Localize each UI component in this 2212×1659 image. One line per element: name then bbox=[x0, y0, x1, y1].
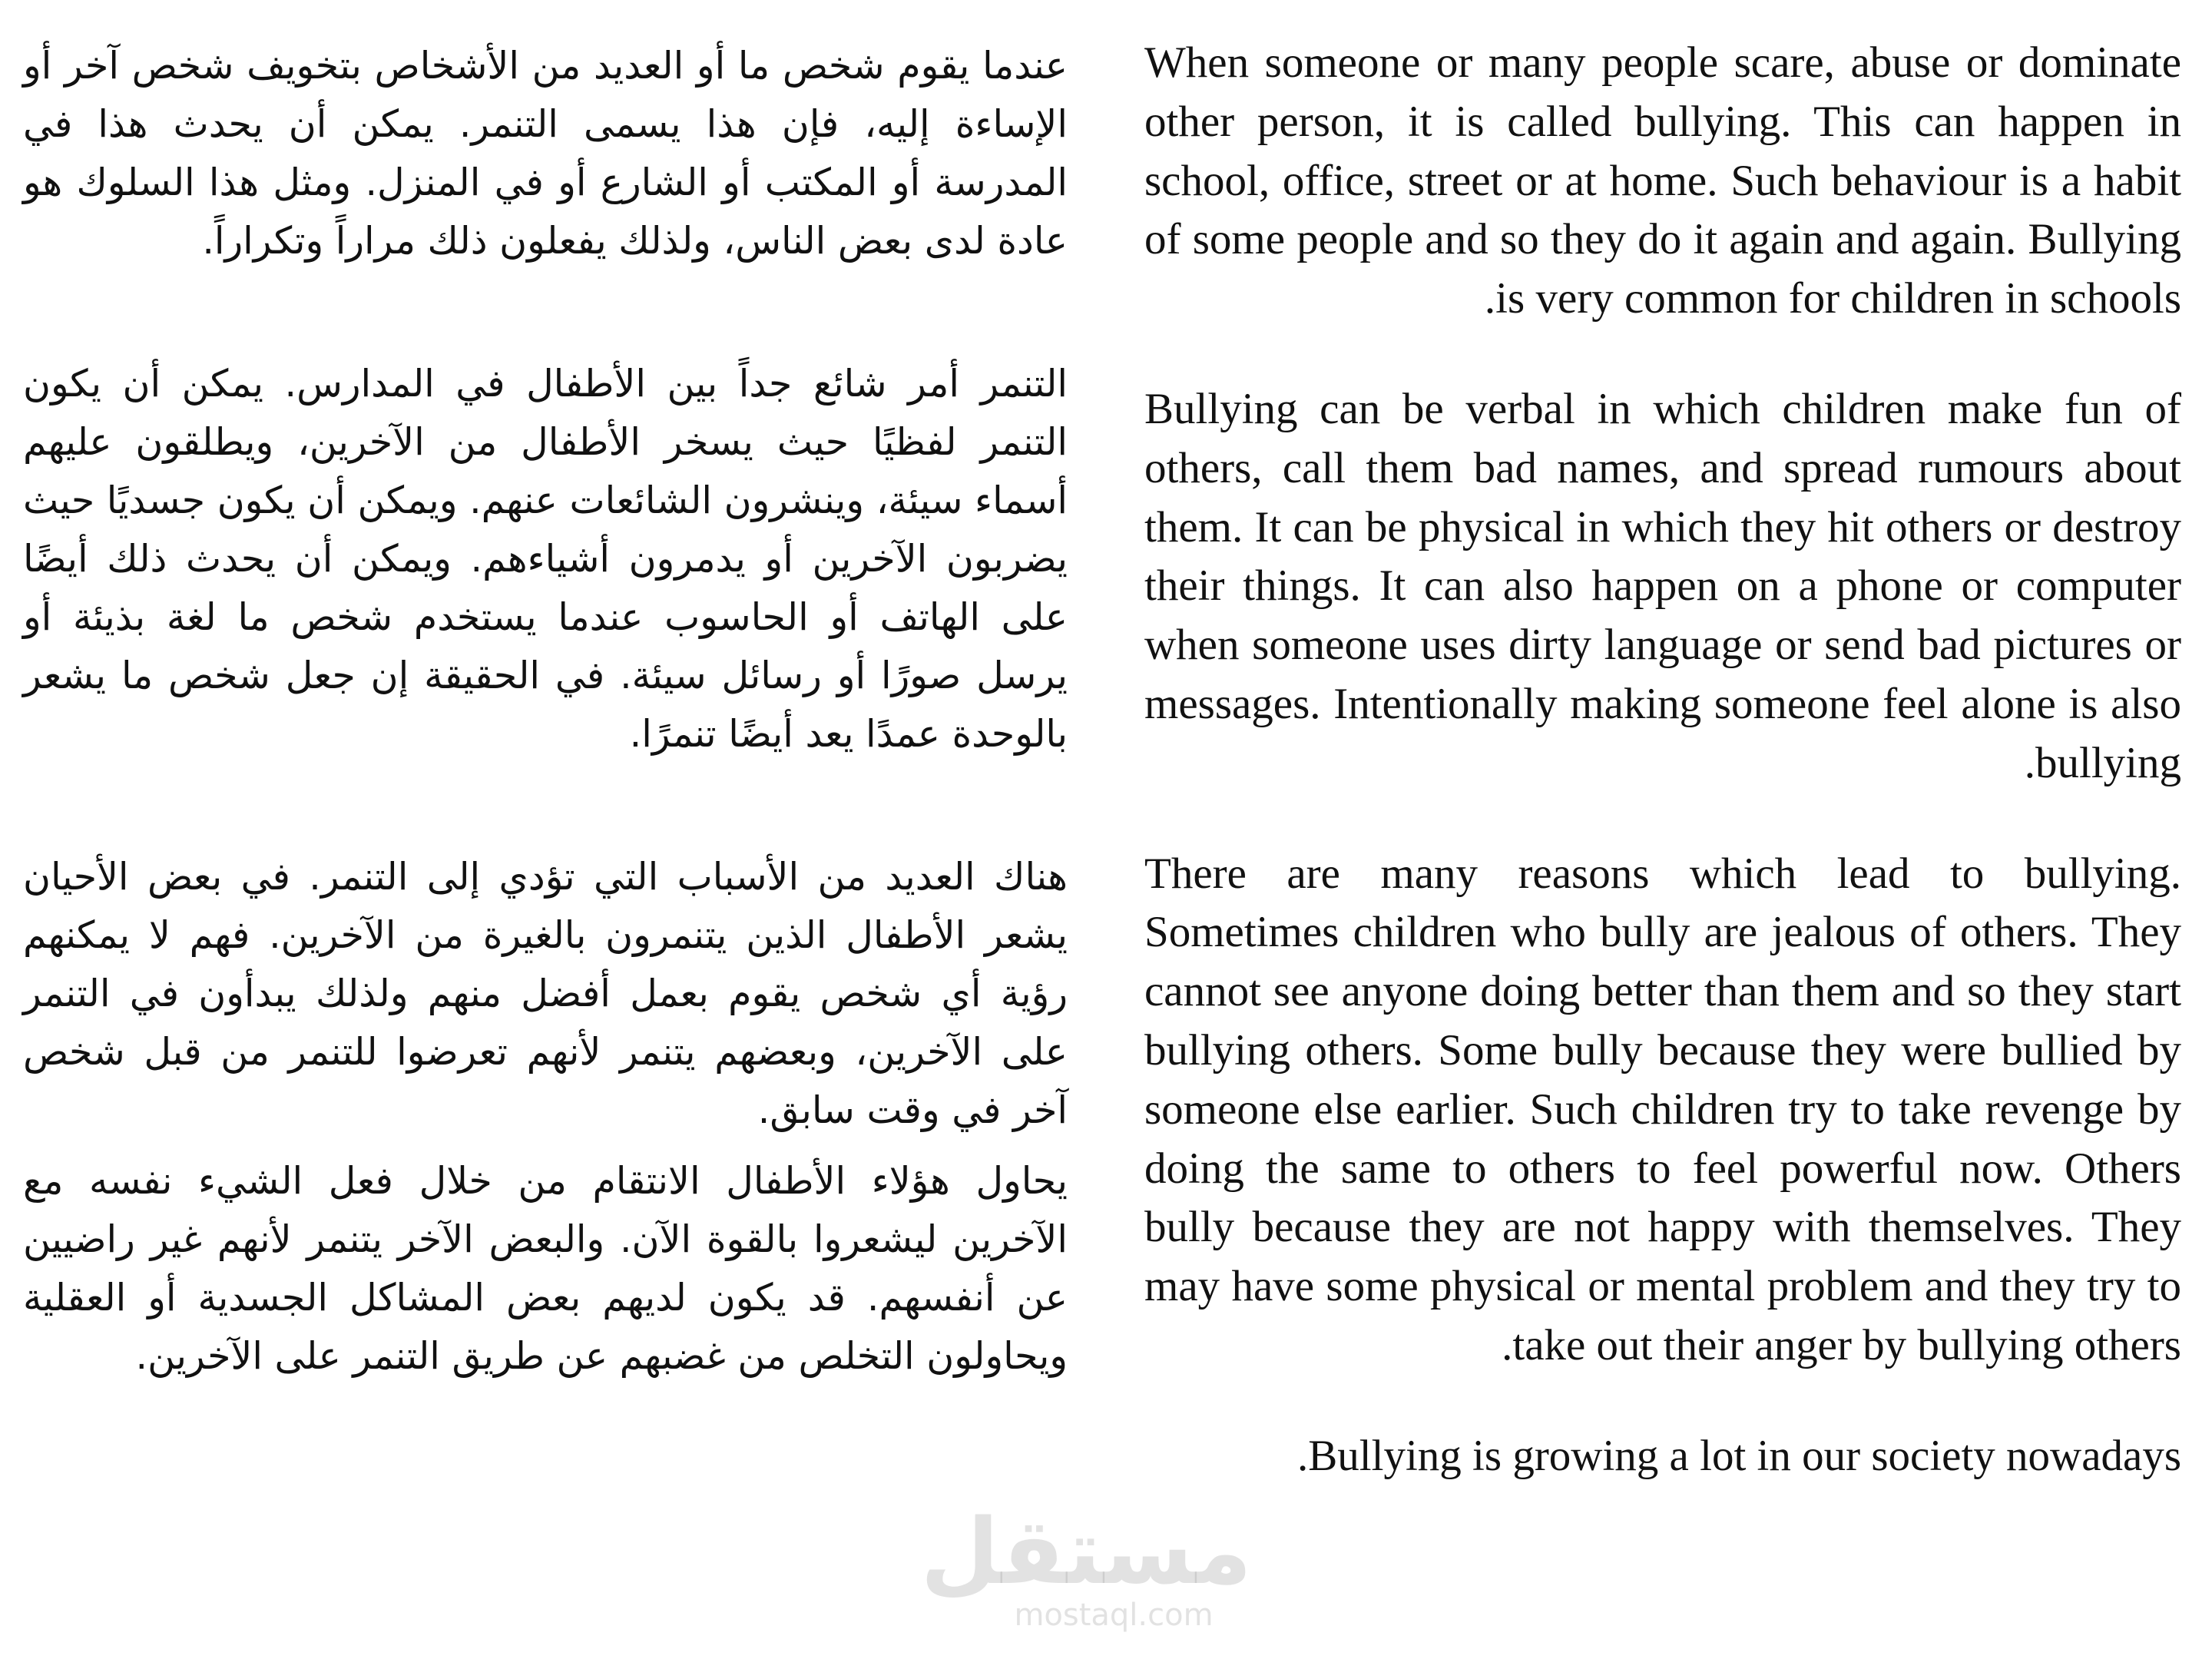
arabic-paragraph-1: عندما يقوم شخص ما أو العديد من الأشخاص بتخويف شخص آخر أو الإساءة إليه، فإن هذا يسمى التنمر. يمكن أن يحدث هذا في المدرسة أو المكتب أو الشارع أو في المنزل. ومثل هذا السلوك هو عادة لدى بعض الناس، ولذلك يفعلون ذلك مراراً وتكراراً. bbox=[23, 44, 1068, 263]
arabic-paragraph-4: يحاول هؤلاء الأطفال الانتقام من خلال فعل الشيء نفسه مع الآخرين ليشعروا بالقوة الآن. والبعض الآخر يتنمر لأنهم غير راضيين عن أنفسهم. قد يكون لديهم بعض المشاكل الجسدية أو العقلية ويحاولون التخلص من غضبهم عن طريق التنمر على الآخرين. bbox=[23, 1159, 1068, 1378]
arabic-text-column bbox=[23, 0, 1068, 1659]
english-paragraph-3: There are many reasons which lead to bullying. Sometimes children who bully are jealous of others. They cannot see anyone doing better than them and so they start bullying others. Some bully because they were bullied by someone else earlier. Such children try to take revenge by doing the same to others to feel powerful now. Others bully because they are not happy with themselves. They may have some physical or mental problem and they try to take out their anger by bullying others. bbox=[1144, 849, 2181, 1369]
arabic-paragraph-3: هناك العديد من الأسباب التي تؤدي إلى التنمر. في بعض الأحيان يشعر الأطفال الذين يتنمرون بالغيرة من الآخرين. فهم لا يمكنهم رؤية أي شخص يقوم بعمل أفضل منهم ولذلك يبدأون في التنمر على الآخرين، وبعضهم يتنمر لأنهم تعرضوا للتنمر من قبل شخص آخر في وقت سابق. bbox=[23, 855, 1068, 1132]
english-paragraph-4: Bullying is growing a lot in our society nowadays. bbox=[1297, 1431, 2181, 1480]
english-paragraph-2: Bullying can be verbal in which children make fun of others, call them bad names, and spread rumours about them. It can be physical in which they hit others or destroy their things. It can also happen on a phone or computer when someone uses dirty language or send bad pictures or messages. Intentionally making someone feel alone is also bullying. bbox=[1144, 384, 2181, 787]
english-text-column bbox=[1144, 0, 2181, 1659]
watermark-logo: مستقل bbox=[920, 1498, 1252, 1604]
watermark-url: mostaql.com bbox=[1014, 1598, 1214, 1633]
arabic-paragraph-2: التنمر أمر شائع جداً بين الأطفال في المدارس. يمكن أن يكون التنمر لفظيًا حيث يسخر الأطفال من الآخرين، ويطلقون عليهم أسماء سيئة، وينشرون الشائعات عنهم. ويمكن أن يكون جسديًا حيث يضربون الآخرين أو يدمرون أشياءهم. ويمكن أن يحدث ذلك أيضًا على الهاتف أو الحاسوب عندما يستخدم شخص ما لغة بذيئة أو يرسل صورًا أو رسائل سيئة. في الحقيقة إن جعل شخص ما يشعر بالوحدة عمدًا يعد أيضًا تنمرًا. bbox=[23, 362, 1068, 756]
english-paragraph-1: When someone or many people scare, abuse or dominate other person, it is called bullying. This can happen in school, office, street or at home. Such behaviour is a habit of some people and so they do it again and again. Bullying is very common for children in schools. bbox=[1144, 38, 2181, 323]
